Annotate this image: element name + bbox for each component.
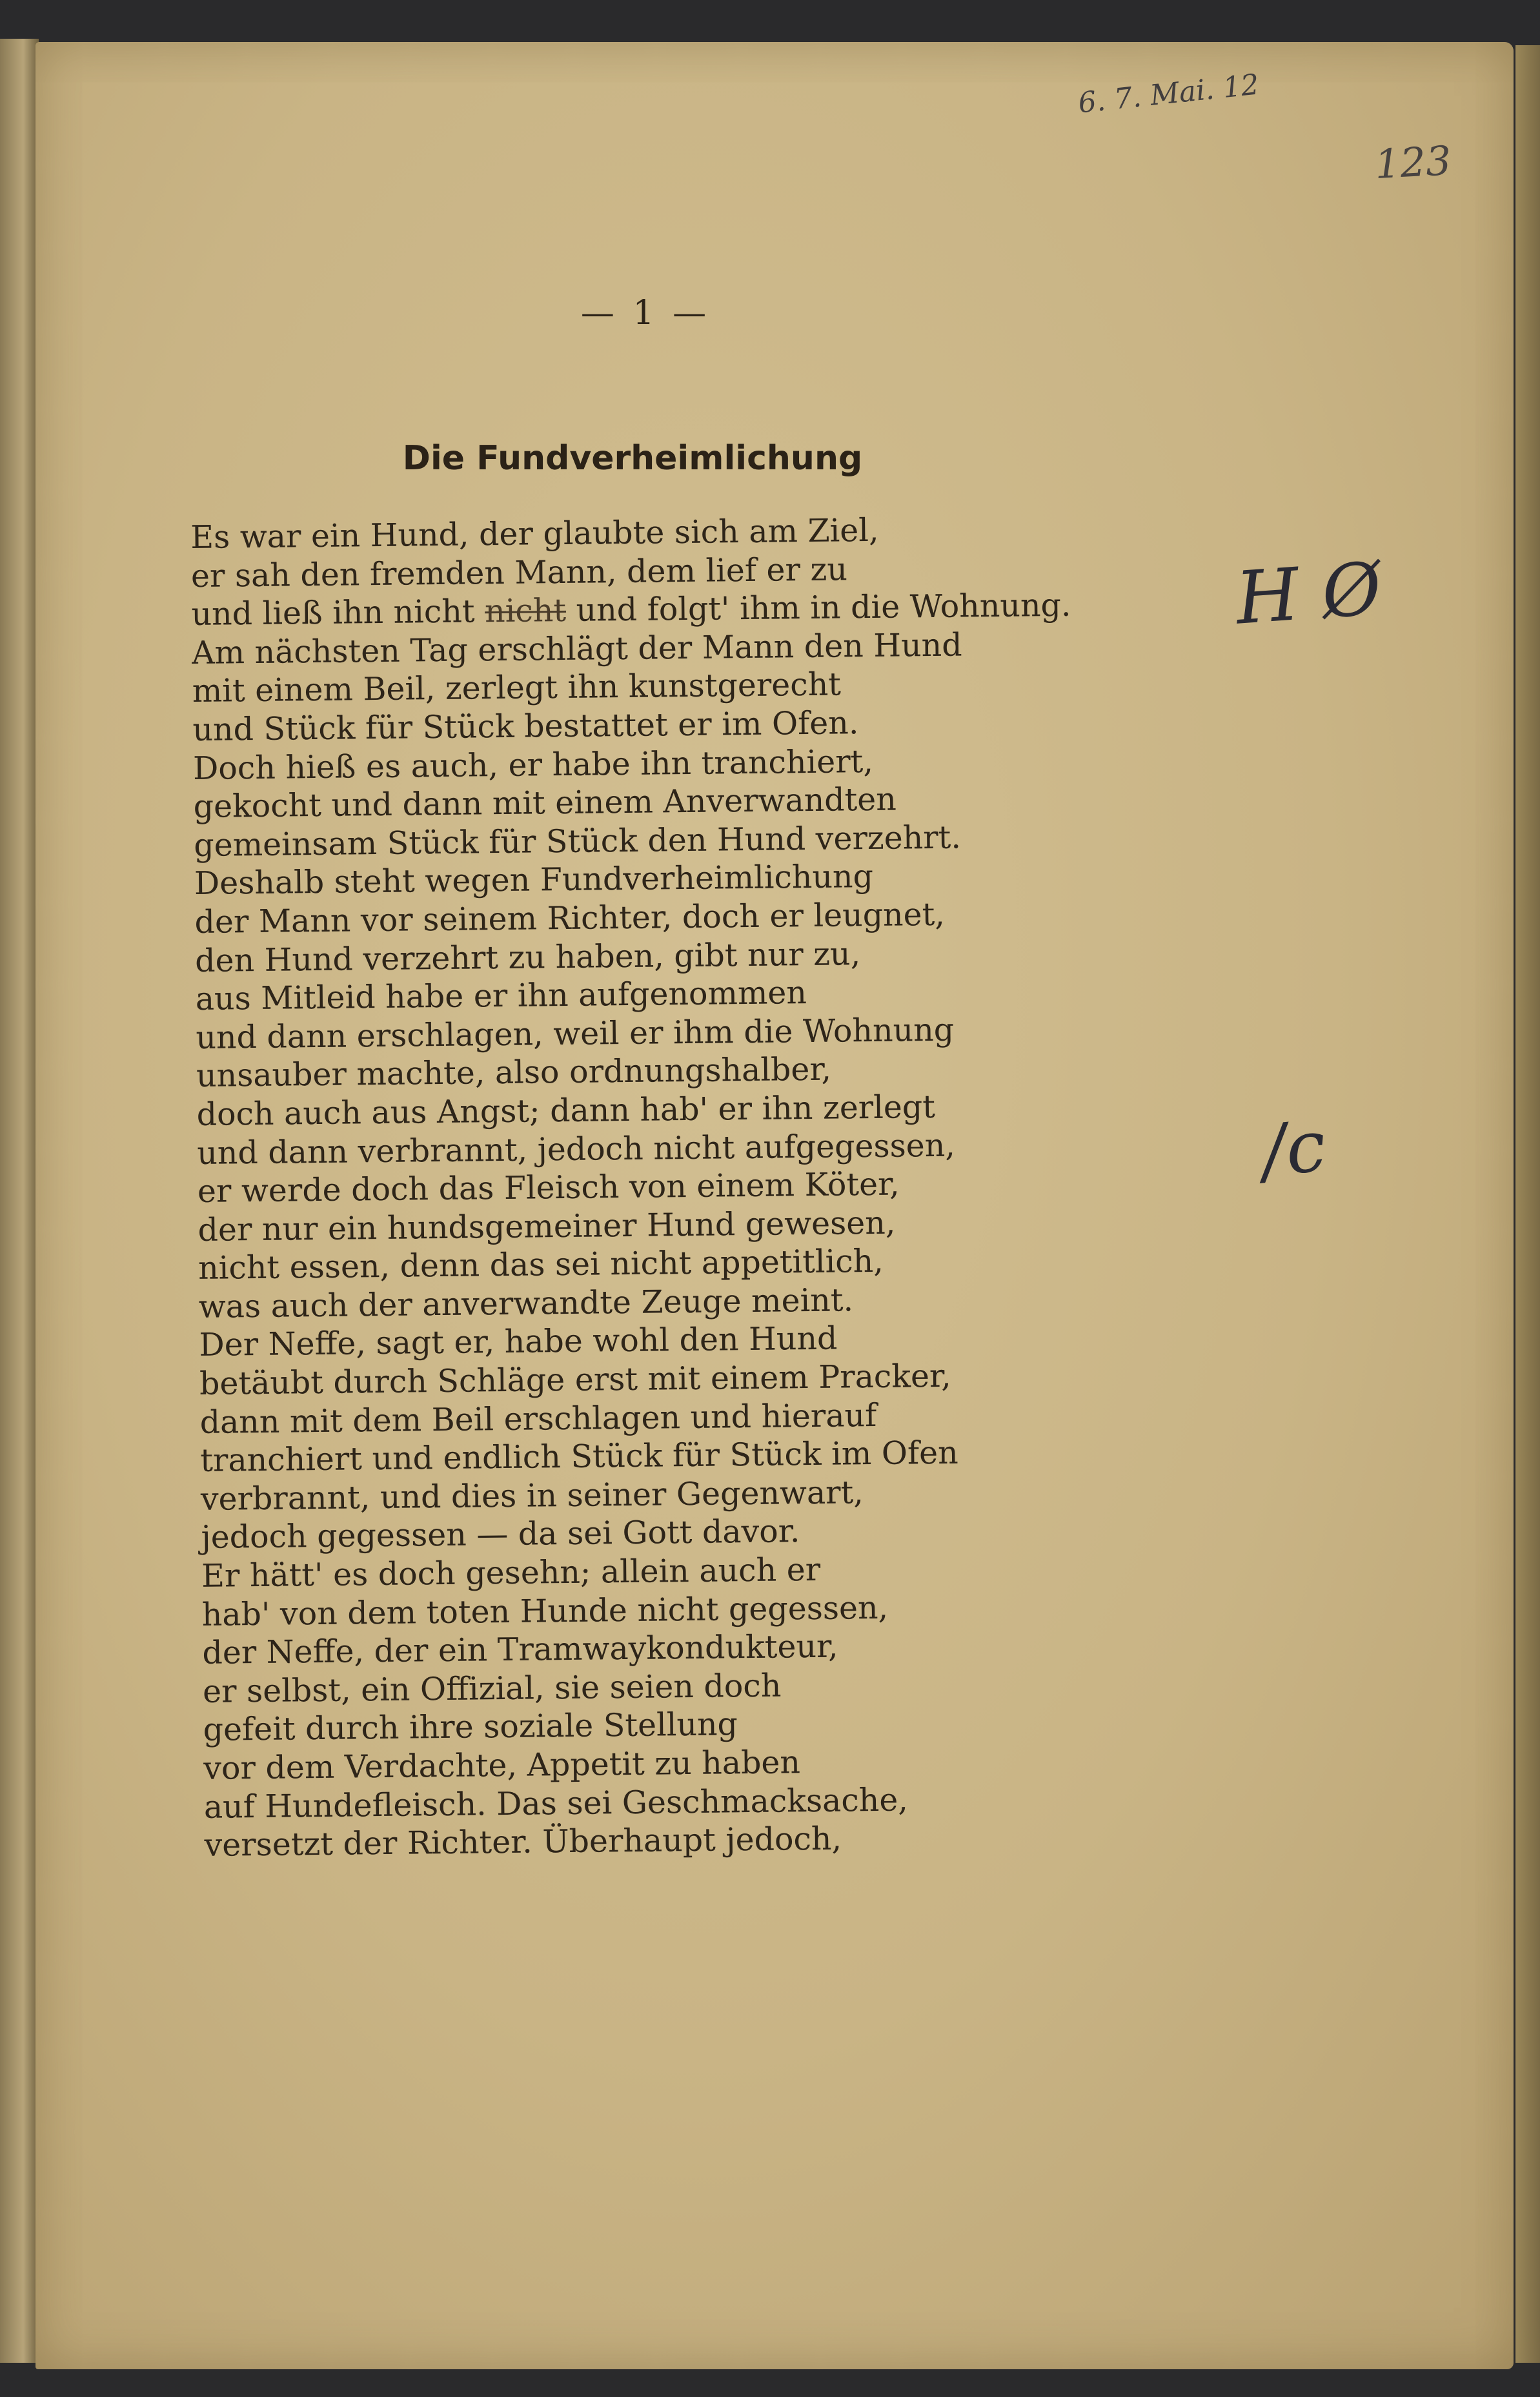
poem-line: er werde doch das Fleisch von einem Köter, [197, 1165, 900, 1210]
poem-line: hab' von dem toten Hunde nicht gegessen, [201, 1589, 889, 1633]
poem-line: auf Hundefleisch. Das sei Geschmacksache, [203, 1781, 909, 1826]
poem-line: der Neffe, der ein Tramwaykondukteur, [202, 1627, 838, 1672]
poem-line: vor dem Verdachte, Appetit zu haben [203, 1744, 801, 1787]
poem-line: und dann verbrannt, jedoch nicht aufgegessen, [196, 1127, 956, 1172]
poem-line: gekocht und dann mit einem Anverwandten [193, 780, 897, 826]
poem-body [190, 508, 1173, 1864]
handwritten-note: /c [1257, 1104, 1330, 1193]
poem-line: verbrannt, und dies in seiner Gegenwart, [200, 1474, 864, 1518]
poem-line: tranchiert und endlich Stück für Stück im Ofen [199, 1434, 958, 1480]
poem-line-segment: und ließ ihn nicht [191, 593, 475, 633]
poem-line: was auch der anverwandte Zeuge meint. [198, 1281, 854, 1325]
poem-line: dann mit dem Beil erschlagen und hierauf [199, 1396, 877, 1441]
poem-line: jedoch gegessen — da sei Gott davor. [201, 1513, 800, 1556]
poem-line: der nur ein hundsgemeiner Hund gewesen, [198, 1204, 896, 1249]
poem-line: und Stück für Stück bestattet er im Ofen. [192, 704, 859, 748]
poem-line: Der Neffe, sagt er, habe wohl den Hund [199, 1320, 838, 1364]
poem-line: nicht essen, denn das sei nicht appetitlich, [198, 1243, 884, 1287]
handwritten-date: 6. 7. Mai. 12 [1077, 68, 1261, 120]
poem-line: er sah den fremden Mann, dem lief er zu [190, 550, 848, 595]
right-book-edge [1515, 45, 1540, 2363]
poem-line: er selbst, ein Offizial, sie seien doch [202, 1667, 782, 1710]
poem-line: der Mann vor seinem Richter, doch er leugnet, [194, 895, 946, 941]
poem-line: aus Mitleid habe er ihn aufgenommen [195, 974, 807, 1018]
left-page-edge [0, 39, 39, 2363]
poem-title: Die Fundverheimlichung [402, 439, 863, 478]
poem-line: und dann erschlagen, weil er ihm die Wohnung [196, 1011, 955, 1056]
poem-line: Deshalb steht wegen Fundverheimlichung [194, 858, 874, 903]
poem-line: versetzt der Richter. Überhaupt jedoch, [204, 1820, 842, 1864]
poem-line: unsauber machte, also ordnungshalber, [196, 1050, 832, 1095]
poem-line: Am nächsten Tag erschlägt der Mann den Hund [191, 626, 962, 671]
handwritten-page-number: 123 [1373, 136, 1453, 189]
poem-line: doch auch aus Angst; dann hab' er ihn zerlegt [196, 1088, 936, 1133]
page-number: — 1 — [580, 294, 711, 332]
poem-line: mit einem Beil, zerlegt ihn kunstgerecht [192, 666, 842, 710]
poem-line: Er hätt' es doch gesehn; allein auch er [201, 1551, 821, 1595]
poem-line-segment: und folgt' ihm in die Wohnung. [576, 586, 1071, 629]
poem-line: Doch hieß es auch, er habe ihn tranchiert, [192, 742, 874, 787]
poem-line: betäubt durch Schläge erst mit einem Pracker, [199, 1357, 951, 1402]
poem-line: gefeit durch ihre soziale Stellung [203, 1706, 738, 1749]
poem-line: Es war ein Hund, der glaubte sich am Ziel, [190, 511, 879, 556]
poem-line: gemeinsam Stück für Stück den Hund verzehrt. [194, 819, 962, 864]
struck-word: nicht [484, 592, 567, 630]
handwritten-initials: H Ø [1233, 547, 1384, 641]
poem-line: den Hund verzehrt zu haben, gibt nur zu, [194, 935, 861, 979]
